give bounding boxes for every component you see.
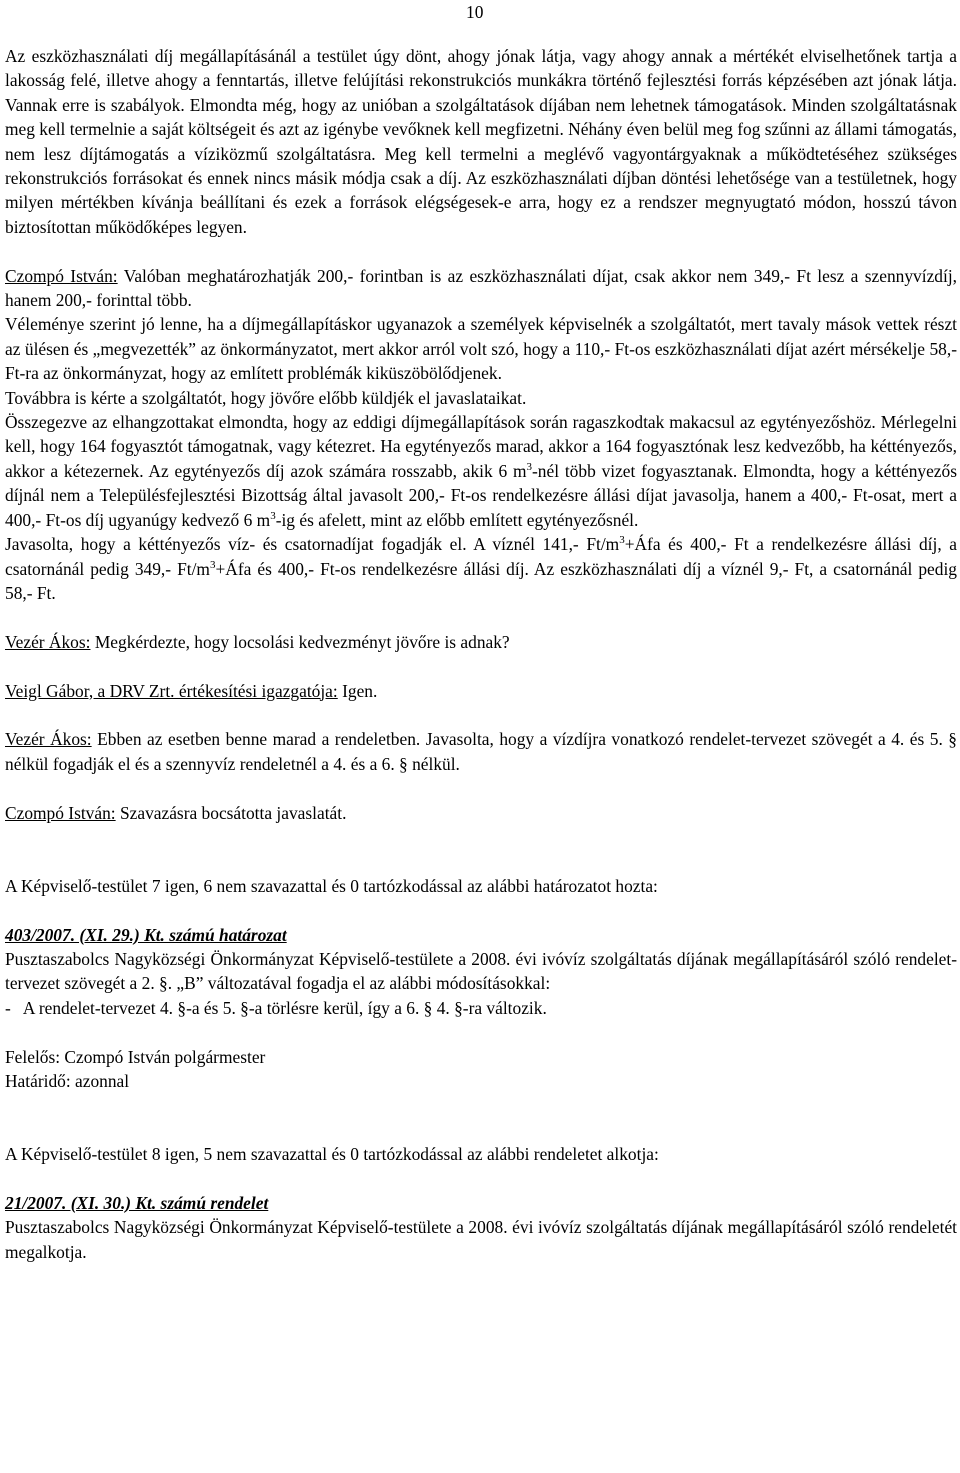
- speaker-text: Igen.: [337, 680, 378, 701]
- paragraph-opinion: Véleménye szerint jó lenne, ha a díjmegállapításkor ugyanazok a személyek képviselnék a szolgáltatót, mert tavaly mások vettek részt az ülésen és „megvezették” az önkormányzatot, mert akkor arról volt szó, hogy a 110,- Ft-os eszközhasználati díjat azért mérsékelje 58,- Ft-ra az önkormányzat, hogy az említett problémák kiküszöbölődjenek.: [5, 314, 957, 384]
- paragraph-summary: [5, 410, 957, 532]
- paragraph-vezer-1: [5, 630, 957, 654]
- speaker-text: Szavazásra bocsátotta javaslatát.: [115, 802, 347, 823]
- resolution-heading: 403/2007. (XI. 29.) Kt. számú határozat: [5, 924, 287, 945]
- proposal-part-1: Javasolta, hogy a kéttényezős víz- és csatornadíjat fogadják el. A víznél 141,- Ft/m: [5, 534, 620, 555]
- speaker-text: Valóban meghatározhatják 200,- forintban is az eszközhasználati díjat, csak akkor nem 349,- Ft lesz a szennyvízdíj, hanem 200,- forinttal több.: [5, 265, 957, 311]
- paragraph-czompo-2: [5, 801, 957, 825]
- resolution-text: Pusztaszabolcs Nagyközségi Önkormányzat Képviselő-testülete a 2008. évi ivóvíz szolgáltatás díjának megállapításáról szóló rendelet-tervezet szövegét a 2. §. „B” változatával fogadja el az alábbi módosításokkal:: [5, 948, 957, 994]
- speaker-name: Czompó István:: [5, 265, 118, 286]
- decree-text: Pusztaszabolcs Nagyközségi Önkormányzat Képviselő-testülete a 2008. évi ivóvíz szolgáltatás díjának megállapításáról szóló rendeletét megalkotja.: [5, 1217, 957, 1262]
- paragraph-vezer-2: [5, 727, 957, 776]
- speaker-name: Vezér Ákos:: [5, 729, 92, 750]
- speaker-text: Ebben az esetben benne marad a rendeletben. Javasolta, hogy a vízdíjra vonatkozó rendelet-tervezet szövegét a 4. és 5. § nélkül fogadják el és a szennyvíz rendeletnél a 4. és a 6. § nélkül.: [5, 729, 957, 774]
- vote-statement-1: A Képviselő-testület 7 igen, 6 nem szavazattal és 0 tartózkodással az alábbi határozatot hozta:: [5, 875, 658, 896]
- paragraph-request: Továbbra is kérte a szolgáltatót, hogy jövőre előbb küldjék el javaslataikat.: [5, 387, 527, 408]
- speaker-name: Czompó István:: [5, 802, 116, 823]
- deadline-line: Határidő: azonnal: [5, 1070, 130, 1091]
- speaker-name: Vezér Ákos:: [5, 631, 91, 652]
- proposal-part-3: +Áfa és 400,- Ft-os rendelkezésre állási díj. Az eszközhasználati díj a víznél 9,- Ft, a csatornánál pedig 58,- Ft.: [5, 558, 957, 603]
- paragraph-veigl: [5, 679, 957, 703]
- summary-part-2: -nél több vizet fogyasztanak. Elmondta, hogy a kéttényezős díjnál nem a Településfejlesztési Bizottság által javasolt 200,- Ft-os rendelkezésre állási díjat javasolja, hanem a 400,- Ft-osat, mert a 400,- Ft-os díj ugyanúgy kedvező 6 m: [5, 460, 957, 530]
- decree-heading: 21/2007. (XI. 30.) Kt. számú rendelet: [5, 1192, 269, 1213]
- speaker-text: Megkérdezte, hogy locsolási kedvezményt jövőre is adnak?: [90, 631, 510, 652]
- superscript: 3: [209, 558, 216, 571]
- superscript: 3: [270, 509, 276, 522]
- resolution-list-item: - A rendelet-tervezet 4. §-a és 5. §-a törlésre kerül, így a 6. § 4. §-ra változik.: [5, 997, 547, 1018]
- responsible-line: Felelős: Czompó István polgármester: [5, 1046, 266, 1067]
- superscript: 3: [619, 534, 625, 547]
- paragraph-proposal: [5, 532, 957, 605]
- paragraph-czompo-1: [5, 264, 957, 313]
- proposal-part-2: +Áfa és 400,- Ft a rendelkezésre állási díj, a csatornánál pedig 349,- Ft/m: [5, 534, 957, 579]
- paragraph-intro: Az eszközhasználati díj megállapításánál a testület úgy dönt, ahogy jónak látja, vagy ahogy annak a mértékét elviselhetőnek tartja a lakosság felé, illetve ahogy a fenntartás, illetve felújítási rekonstrukciós munkákra történő fejlesztési forrás képzésében azt jónak látja. Vannak erre is szabályok. Elmondta még, hogy az unióban a szolgáltatások díjában nem lehetnek támogatások. Minden szolgáltatásnak meg kell termelnie a saját költségeit és azt az igénybe vevőknek kell megfizetni. Néhány éven belül meg fog szűnni az állami támogatás, nem lesz díjtámogatás a víziközmű szolgáltatásra. Meg kell termelni a meglévő vagyontárgyaknak a működtetéséhez szükséges rekonstrukciós forrásokat és ennek nincs másik módja csak a díj. Az eszközhasználati díjban döntési lehetősége van a testületnek, hogy milyen mértékben kívánja beállítani és ezek a források elégségesek-e arra, hogy ez a rendszer megnyugtató módon, hosszú távon biztosítottan működőképes legyen.: [5, 46, 957, 237]
- summary-part-1: Összegezve az elhangzottakat elmondta, hogy az eddigi díjmegállapítások során ragaszkodtak makacsul az egytényezőshöz. Mérlegelni kell, hogy 164 fogyasztót támogatnak, vagy kétezret. Ha egytényezős marad, akkor a 164 fogyasztónak lesz kedvezőbb, ha kéttényezős, akkor a kétezernek. Az egytényezős díj azok számára rosszabb, akik 6 m: [5, 412, 957, 481]
- page-number: 10: [466, 2, 484, 22]
- summary-part-3: -ig és afelett, mint az előbb említett egytényezősnél.: [275, 509, 639, 530]
- document-body: [5, 44, 957, 1264]
- superscript: 3: [526, 461, 533, 474]
- vote-statement-2: A Képviselő-testület 8 igen, 5 nem szavazattal és 0 tartózkodással az alábbi rendeletet alkotja:: [5, 1144, 659, 1165]
- speaker-name: Veigl Gábor, a DRV Zrt. értékesítési igazgatója:: [5, 680, 338, 701]
